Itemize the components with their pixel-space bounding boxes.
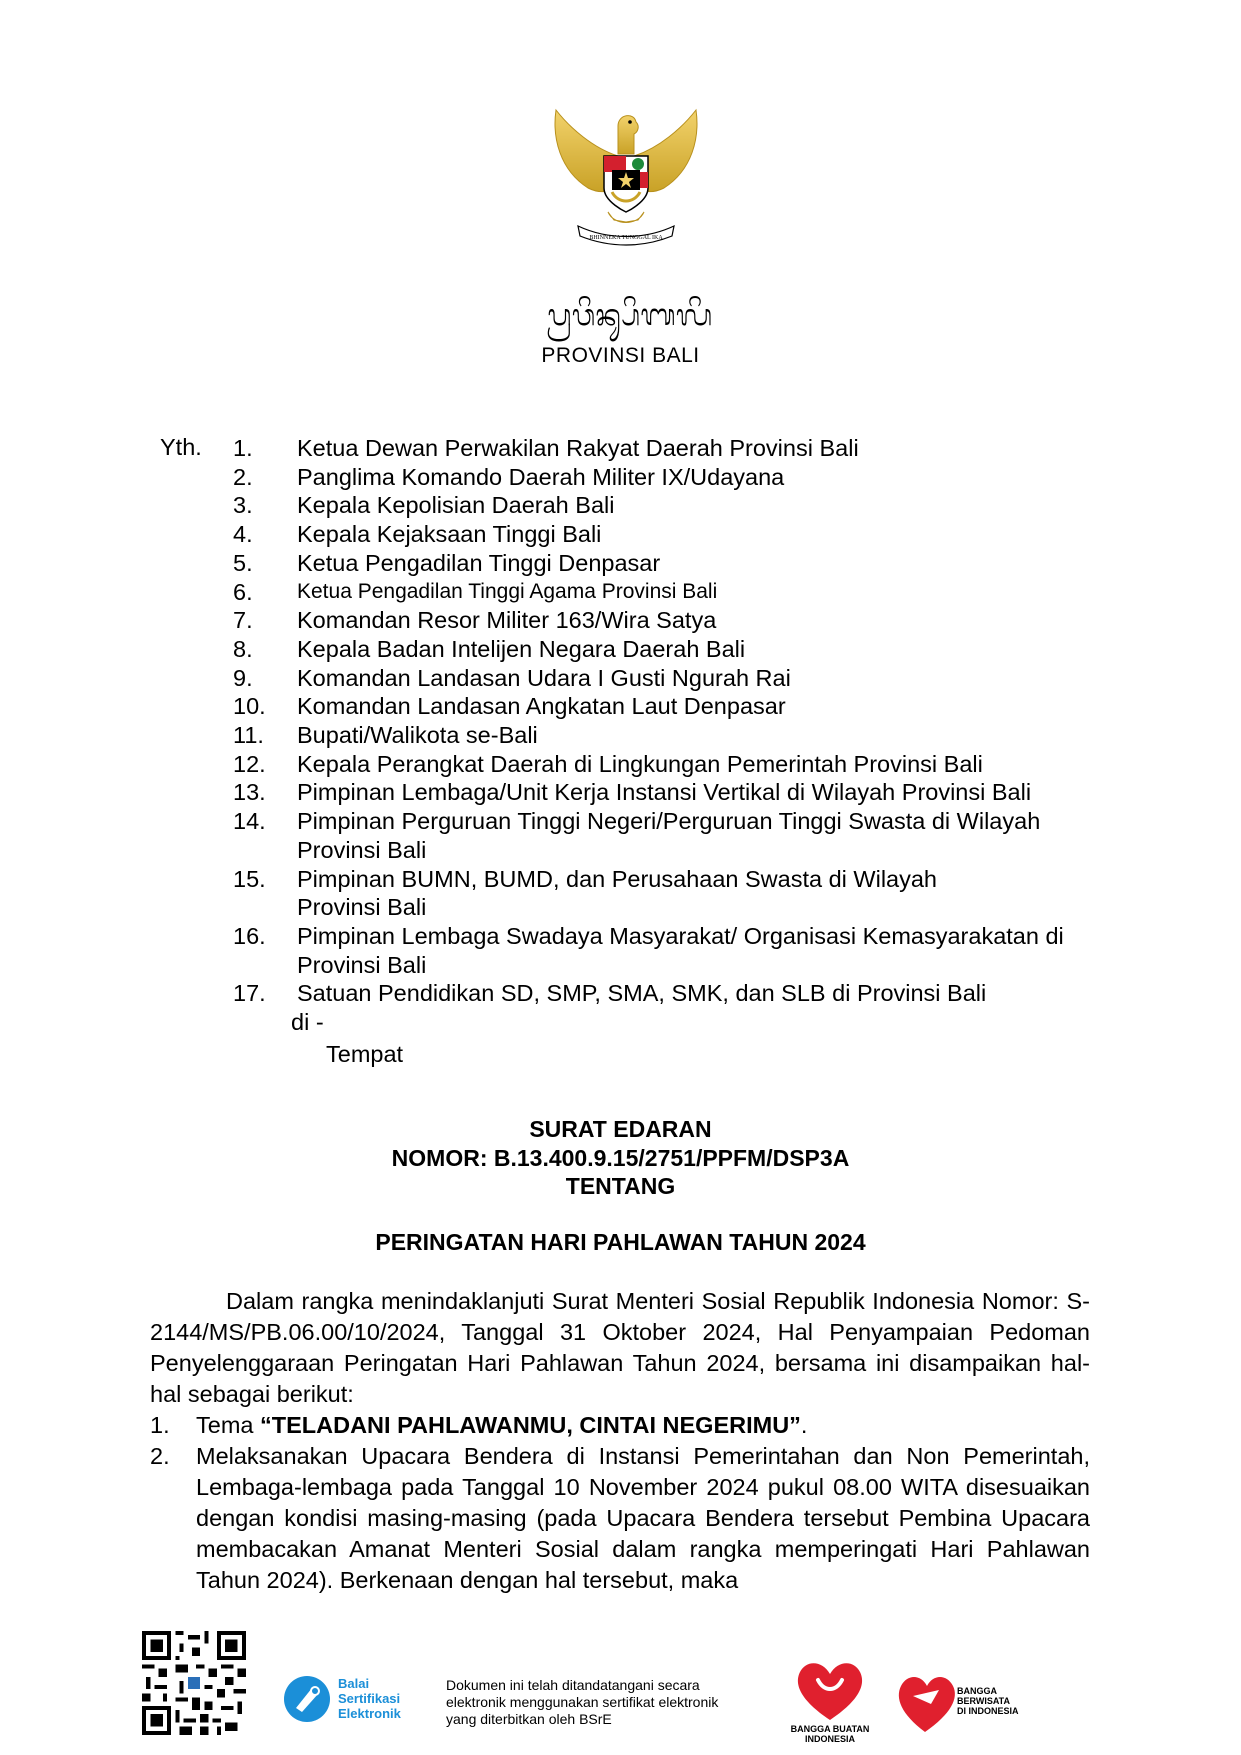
balinese-script-label xyxy=(520,285,740,341)
addressee-block xyxy=(160,434,1090,1069)
list-item: 2. Melaksanakan Upacara Bendera di Instansi Pemerintahan dan Non Pemerintah, Lembaga-lembaga pada Tanggal 10 November 2024 pukul 08.00 WITA disesuaikan dengan kondisi masing-masing (pada Upacara Bendera tersebut Pembina Upacara membacakan Amanat Menteri Sosial dalam rangka memperingati Hari Pahlawan Tahun 2024). Berkenaan dengan hal tersebut, maka xyxy=(150,1443,1090,1593)
list-item: 14. Pimpinan Perguruan Tinggi Negeri/Perguruan Tinggi Swasta di Wilayah Provinsi Bali xyxy=(233,808,1041,863)
letter-type-heading: SURAT EDARAN xyxy=(529,1116,712,1142)
svg-text:BANGGA: BANGGA xyxy=(957,1686,997,1696)
bangga-berwisata-indonesia-logo xyxy=(895,1660,1019,1740)
theme-text: “TELADANI PAHLAWANMU, CINTAI NEGERIMU” xyxy=(260,1412,801,1438)
list-item: 11. Bupati/Walikota se-Bali xyxy=(233,722,538,749)
list-item: 5. Ketua Pengadilan Tinggi Denpasar xyxy=(233,549,661,576)
list-item: 2. Panglima Komando Daerah Militer IX/Udayana xyxy=(233,463,785,490)
list-item: 3. Kepala Kepolisian Daerah Bali xyxy=(233,492,615,519)
bsre-name: Balai Sertifikasi Elektronik xyxy=(338,1676,401,1721)
svg-text:ᬧ᭄ᬭᬯᬶᬦ᭄ᬲᬶᬩᬮᬶ: ᬧ᭄ᬭᬯᬶᬦ᭄ᬲᬶᬩᬮᬶ xyxy=(547,298,713,333)
emblem-motto: BHINNEKA TUNGGAL IKA xyxy=(589,235,663,241)
letter-subject: PERINGATAN HARI PAHLAWAN TAHUN 2024 xyxy=(375,1229,866,1255)
province-name: PROVINSI BALI xyxy=(541,344,700,367)
svg-text:BERWISATA: BERWISATA xyxy=(957,1696,1010,1706)
list-item: 12. Kepala Perangkat Daerah di Lingkungan Pemerintah Provinsi Bali xyxy=(233,750,983,777)
addressee-label: Yth. xyxy=(160,434,202,460)
list-item: 17. Satuan Pendidikan SD, SMP, SMA, SMK, dan SLB di Provinsi Bali xyxy=(233,980,987,1007)
addressee-di: di - xyxy=(291,1009,324,1036)
garuda-pancasila-emblem-icon xyxy=(548,108,704,246)
svg-text:INDONESIA: INDONESIA xyxy=(804,1734,856,1744)
letter-body xyxy=(150,1286,1090,1596)
intro-paragraph: Dalam rangka menindaklanjuti Surat Menteri Sosial Republik Indonesia Nomor: S-2144/MS/PB.06.00/10/2024, Tanggal 31 Oktober 2024, Hal Penyampaian Pedoman Penyelenggaraan Peringatan Hari Pahlawan Tahun 2024, bersama ini disampaikan hal-hal sebagai berikut: xyxy=(150,1288,1090,1407)
list-item: 16. Pimpinan Lembaga Swadaya Masyarakat/ Organisasi Kemasyarakatan di Provinsi Bali xyxy=(233,922,1064,978)
bangga-buatan-indonesia-logo xyxy=(790,1650,870,1745)
list-item: 7. Komandan Resor Militer 163/Wira Satya xyxy=(233,607,717,634)
letter-number: NOMOR: B.13.400.9.15/2751/PPFM/DSP3A xyxy=(391,1145,850,1171)
list-item: 13. Pimpinan Lembaga/Unit Kerja Instansi Vertikal di Wilayah Provinsi Bali xyxy=(233,779,1032,806)
list-item: 6. Ketua Pengadilan Tinggi Agama Provinsi Bali xyxy=(233,578,718,605)
qr-code-icon xyxy=(142,1631,246,1735)
svg-text:BANGGA BUATAN: BANGGA BUATAN xyxy=(790,1724,870,1734)
list-item: 4. Kepala Kejaksaan Tinggi Bali xyxy=(233,521,602,548)
about-heading: TENTANG xyxy=(565,1173,676,1199)
addressee-tempat: Tempat xyxy=(326,1040,404,1067)
e-signature-notice: Dokumen ini telah ditandatangani secara elektronik menggunakan sertifikat elektronik yang diterbitkan oleh BSrE xyxy=(446,1677,719,1727)
list-item: 1. Tema “TELADANI PAHLAWANMU, CINTAI NEGERIMU”. xyxy=(150,1412,808,1438)
list-item: 1. Ketua Dewan Perwakilan Rakyat Daerah Provinsi Bali xyxy=(233,435,859,461)
list-item: 9. Komandan Landasan Udara I Gusti Ngurah Rai xyxy=(233,664,791,691)
list-item: 15. Pimpinan BUMN, BUMD, dan Perusahaan Swasta di Wilayah Provinsi Bali xyxy=(233,865,937,921)
svg-text:DI INDONESIA: DI INDONESIA xyxy=(957,1706,1019,1716)
bsre-logo-icon xyxy=(282,1674,332,1724)
list-item: 8. Kepala Badan Intelijen Negara Daerah Bali xyxy=(233,635,746,662)
list-item: 10. Komandan Landasan Angkatan Laut Denpasar xyxy=(233,693,786,720)
